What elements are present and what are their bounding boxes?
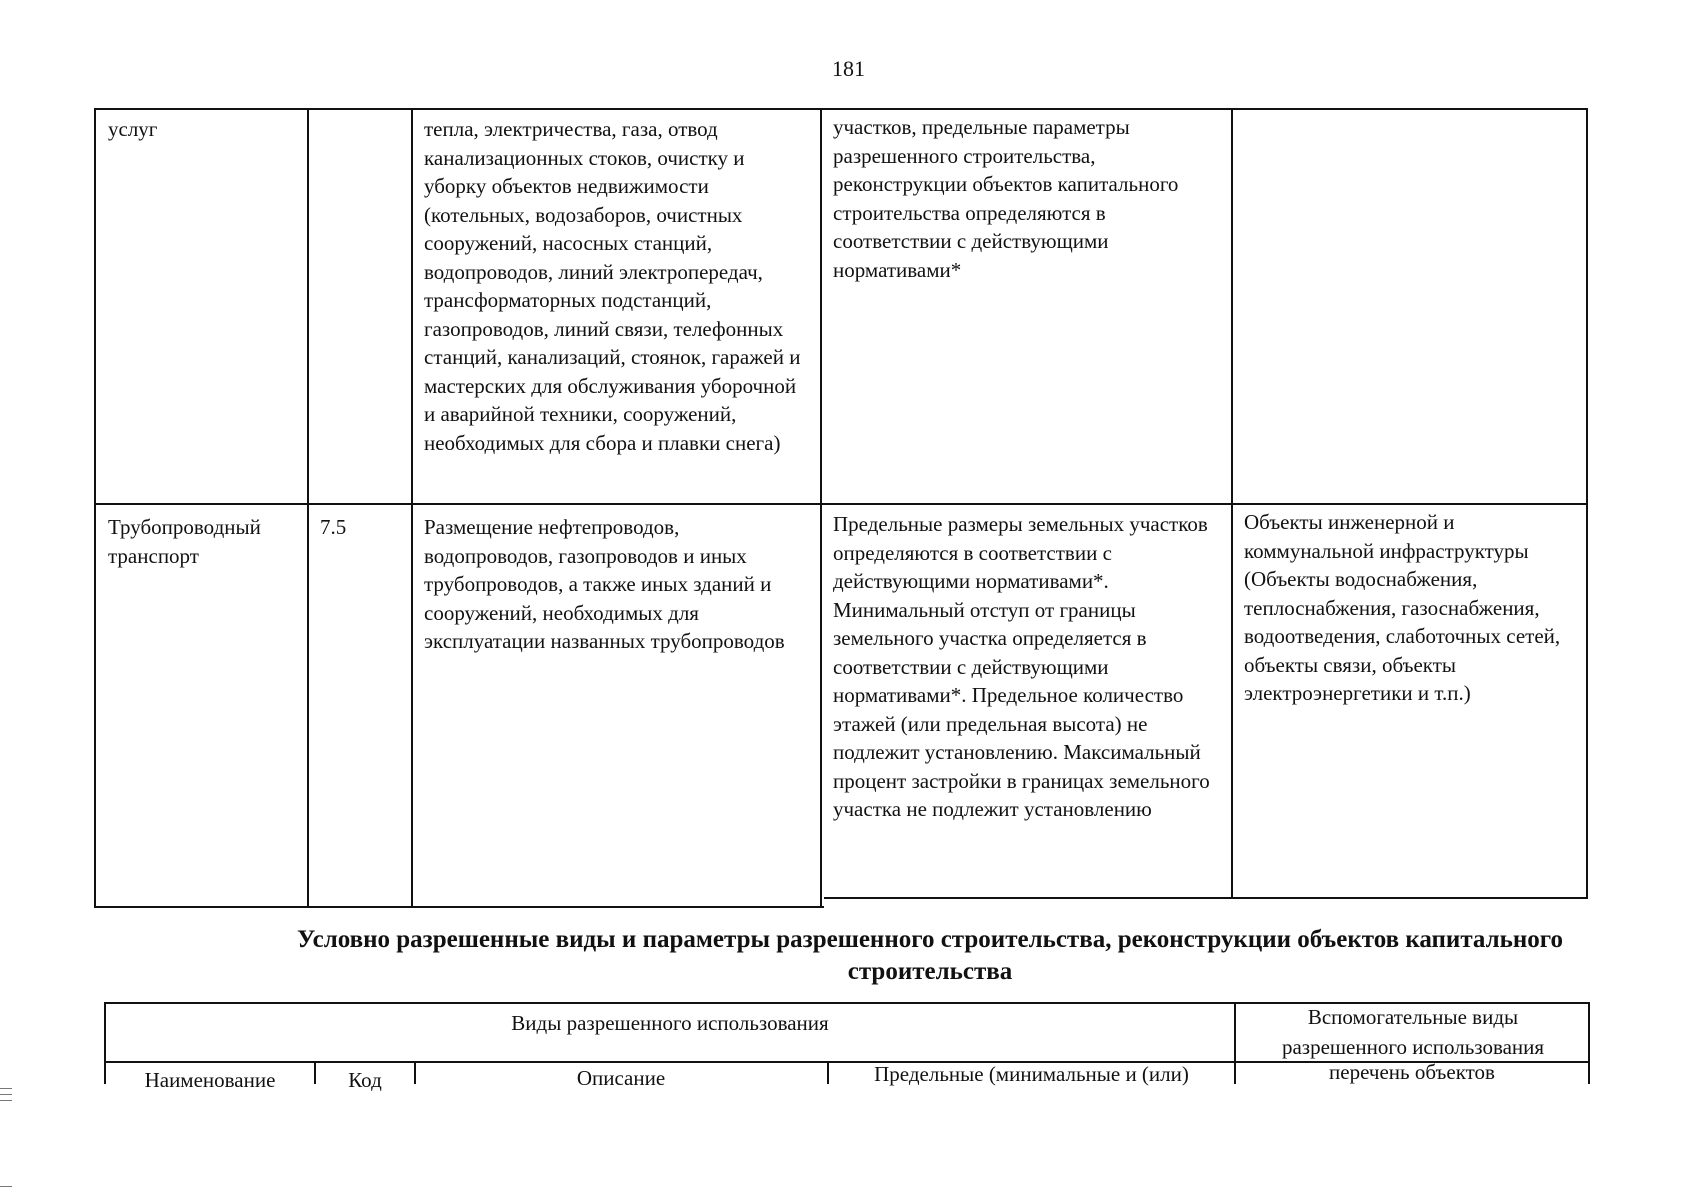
header-col-parameters: Предельные (минимальные и (или) bbox=[874, 1062, 1189, 1086]
table-cell-description: Размещение нефтепроводов, водопроводов, газопроводов и иных трубопроводов, а также иных зданий и сооружений, необходимых для эксплуатации названных трубопроводов bbox=[424, 515, 785, 653]
table-cell-code: 7.5 bbox=[320, 515, 347, 539]
header-col-code: Код bbox=[348, 1068, 382, 1092]
table-cell-parameters: Предельные размеры земельных участков определяются в соответствии с действующими нормативами*. Минимальный отступ от границы земельного участка определяется в соответствии с действующими нормативами*. Предельное количество этажей (или предельная высота) не подлежит установлению. Максимальный процент застройки в границах земельного участка не подлежит установлению bbox=[833, 512, 1210, 821]
header-aux-group: Вспомогательные виды разрешенного использования bbox=[1281, 1005, 1545, 1059]
table-bottom-border-right bbox=[824, 897, 1588, 899]
table-top-border bbox=[94, 108, 1588, 110]
table-cell-description: тепла, электричества, газа, отвод канализационных стоков, очистку и уборку объектов недвижимости (котельных, водозаборов, очистных сооружений, насосных станций, водопроводов, линий электропередач, трансформаторных подстанций, газопроводов, линий связи, телефонных станций, канализаций, стоянок, гаражей и мастерских для обслуживания уборочной и аварийной техники, сооружений, необходимых для сбора и плавки снега) bbox=[424, 117, 801, 455]
col-border-name-code bbox=[307, 108, 309, 907]
scan-edge-mark bbox=[0, 1094, 12, 1095]
col-border-code-desc bbox=[411, 108, 413, 907]
page-number: 181 bbox=[832, 56, 865, 81]
scan-edge-mark bbox=[0, 1186, 12, 1187]
row-divider bbox=[94, 503, 1588, 505]
table-bottom-border-left bbox=[94, 906, 824, 908]
table-cell-auxiliary: Объекты инженерной и коммунальной инфраструктуры (Объекты водоснабжения, теплоснабжения, газоснабжения, водоотведения, слаботочных сетей, объекты связи, объекты электроэнергетики и т.п.) bbox=[1244, 510, 1561, 705]
header-col-name: Наименование bbox=[144, 1068, 276, 1092]
col-border-left bbox=[94, 108, 96, 907]
table-cell-parameters: участков, предельные параметры разрешенного строительства, реконструкции объектов капитального строительства определяются в соответствии с действующими нормативами* bbox=[833, 115, 1179, 282]
scan-edge-mark bbox=[0, 1100, 12, 1101]
scan-edge-mark bbox=[0, 1088, 12, 1089]
section-title: Условно разрешенные виды и параметры разрешенного строительства, реконструкции объектов капитального строительства bbox=[296, 926, 1564, 985]
table-cell-name: услуг bbox=[108, 117, 158, 141]
table-cell-name: Трубопроводный транспорт bbox=[108, 515, 261, 568]
col-border-params-aux bbox=[1231, 108, 1233, 898]
col-border-right bbox=[1586, 108, 1588, 898]
header-col-description: Описание bbox=[576, 1066, 666, 1090]
col-border-desc-params bbox=[820, 108, 822, 907]
header-border-right bbox=[1588, 1002, 1590, 1084]
header-col-aux-list: перечень объектов bbox=[1329, 1060, 1495, 1084]
header-main-group: Виды разрешенного использования bbox=[511, 1011, 829, 1035]
